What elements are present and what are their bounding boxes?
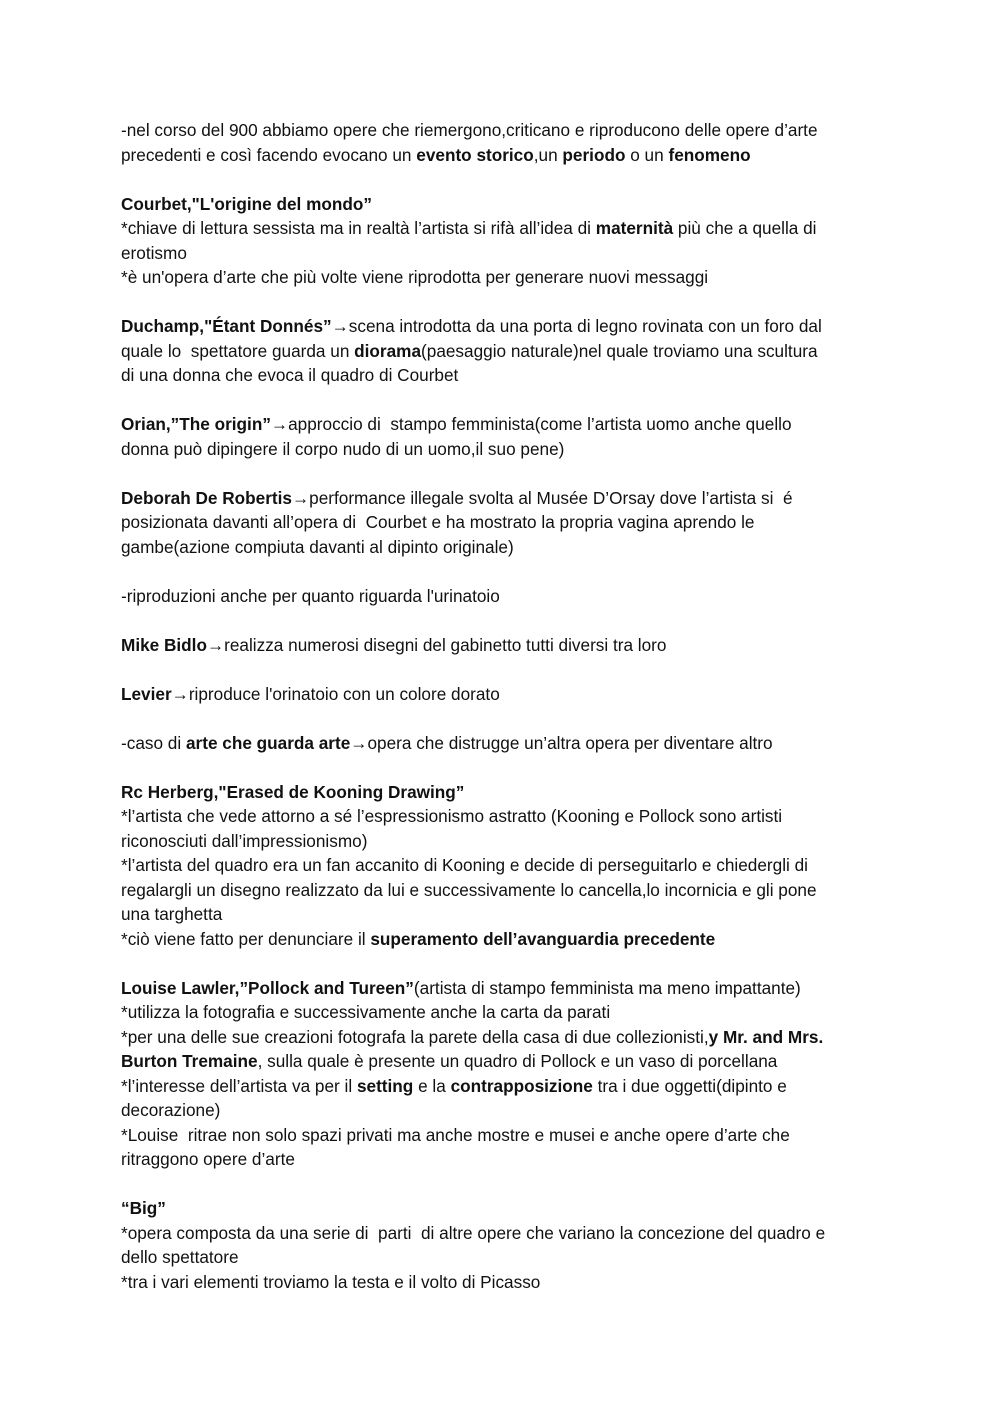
bold-text-run: “Big”: [121, 1198, 166, 1218]
bold-text-run: arte che guarda arte: [185, 732, 351, 753]
bold-text-run: evento storico: [416, 144, 534, 165]
text-run: *l’artista del quadro era un fan accanito di Kooning e decide di perseguitarlo e chiedergli di: [121, 855, 808, 875]
bold-text-run: maternità: [595, 218, 674, 238]
bold-text-run: fenomeno: [668, 144, 751, 165]
text-run: regalargli un disegno realizzato da lui e successivamente lo cancella,lo incornicia e gli pone: [121, 879, 817, 900]
text-line: [121, 510, 896, 535]
text-run: →approccio di stampo femminista(come l’artista uomo anche quello: [270, 414, 792, 434]
text-run: riconosciuti dall’impressionismo): [121, 830, 368, 851]
text-line: [121, 804, 896, 829]
text-run: dello spettatore: [121, 1247, 239, 1267]
text-line: [121, 437, 896, 462]
text-run: o un: [625, 144, 669, 165]
paragraph: [121, 1196, 896, 1294]
paragraph: [121, 118, 896, 167]
text-line: [121, 1098, 896, 1123]
text-line: [121, 535, 896, 560]
document-page: [121, 118, 896, 1319]
text-run: *è un'opera d’arte che più volte viene riprodotta per generare nuovi messaggi: [121, 267, 709, 287]
bold-text-run: superamento dell’avanguardia precedente: [370, 928, 716, 949]
bold-text-run: Burton Tremaine: [121, 1051, 258, 1071]
text-run: →realizza numerosi disegni del gabinetto tutti diversi tra loro: [206, 634, 667, 655]
bold-text-run: Deborah De Robertis: [121, 487, 292, 508]
bold-text-run: contrapposizione: [450, 1075, 593, 1096]
text-run: quale lo spettatore guarda un: [121, 340, 355, 361]
text-line: [121, 363, 896, 388]
text-run: tra i due oggetti(dipinto e: [592, 1075, 787, 1096]
text-line: [121, 927, 896, 952]
paragraph: [121, 412, 896, 461]
text-run: precedenti e così facendo evocano un: [121, 144, 417, 165]
text-run: *l’artista che vede attorno a sé l’espressionismo astratto (Kooning e Pollock sono artisti: [121, 806, 783, 826]
text-line: [121, 339, 896, 364]
text-run: (artista di stampo femminista ma meno impattante): [413, 977, 801, 998]
bold-text-run: diorama: [354, 340, 422, 361]
text-run: →riproduce l'orinatoio con un colore dorato: [171, 683, 500, 704]
text-line: [121, 143, 896, 168]
text-line: [121, 1123, 896, 1148]
paragraph: [121, 192, 896, 290]
text-run: *chiave di lettura sessista ma in realtà l’artista si rifà all’idea di: [121, 218, 596, 238]
text-line: [121, 216, 896, 241]
text-line: [121, 1074, 896, 1099]
text-run: *per una delle sue creazioni fotografa la parete della casa di due collezionisti,: [121, 1026, 709, 1047]
text-line: [121, 829, 896, 854]
text-run: ritraggono opere d’arte: [121, 1149, 295, 1169]
text-line: [121, 731, 896, 756]
text-run: →scena introdotta da una porta di legno rovinata con un foro dal: [331, 316, 822, 336]
bold-text-run: Mike Bidlo: [121, 634, 207, 655]
text-run: gambe(azione compiuta davanti al dipinto originale): [121, 536, 514, 557]
text-line: [121, 118, 896, 143]
text-line: [121, 314, 896, 339]
paragraph: [121, 682, 896, 707]
bold-text-run: y Mr. and Mrs.: [708, 1026, 824, 1047]
paragraph: [121, 314, 896, 388]
paragraph: [121, 486, 896, 560]
text-line: [121, 682, 896, 707]
text-run: -nel corso del 900 abbiamo opere che riemergono,criticano e riproducono delle opere d’arte: [121, 120, 818, 140]
text-run: →performance illegale svolta al Musée D’Orsay dove l’artista si é: [291, 487, 793, 508]
paragraph: [121, 976, 896, 1172]
text-run: erotismo: [121, 242, 187, 263]
text-run: *Louise ritrae non solo spazi privati ma anche mostre e musei e anche opere d’arte che: [121, 1124, 790, 1145]
text-line: [121, 1000, 896, 1025]
paragraph: [121, 731, 896, 756]
text-line: [121, 1196, 896, 1221]
text-run: ,un: [533, 144, 563, 165]
bold-text-run: Rc Herberg,"Erased de Kooning Drawing”: [121, 781, 465, 802]
text-run: -caso di: [121, 732, 186, 753]
text-line: [121, 1245, 896, 1270]
text-line: [121, 1221, 896, 1246]
text-line: [121, 878, 896, 903]
text-run: *opera composta da una serie di parti di altre opere che variano la concezione del quadro e: [121, 1222, 826, 1243]
text-run: →opera che distrugge un’altra opera per diventare altro: [350, 732, 773, 753]
text-run: di una donna che evoca il quadro di Courbet: [121, 365, 459, 385]
text-run: , sulla quale è presente un quadro di Pollock e un vaso di porcellana: [257, 1051, 778, 1071]
text-run: posizionata davanti all’opera di Courbet e ha mostrato la propria vagina aprendo le: [121, 512, 755, 532]
text-run: più che a quella di: [673, 218, 817, 238]
text-line: [121, 633, 896, 658]
text-line: [121, 1270, 896, 1295]
text-line: [121, 584, 896, 609]
bold-text-run: Louise Lawler,”Pollock and Tureen”: [121, 977, 414, 998]
bold-text-run: Orian,”The origin”: [121, 414, 271, 434]
text-run: *tra i vari elementi troviamo la testa e il volto di Picasso: [121, 1271, 541, 1292]
text-run: -riproduzioni anche per quanto riguarda l'urinatoio: [121, 585, 500, 606]
bold-text-run: Duchamp,"Étant Donnés”: [121, 316, 332, 336]
paragraph: [121, 780, 896, 952]
text-line: [121, 1147, 896, 1172]
bold-text-run: periodo: [562, 144, 626, 165]
text-run: *ciò viene fatto per denunciare il: [121, 928, 371, 949]
text-line: [121, 265, 896, 290]
paragraph: [121, 584, 896, 609]
text-line: [121, 1049, 896, 1074]
text-line: [121, 853, 896, 878]
bold-text-run: setting: [356, 1075, 414, 1096]
text-line: [121, 976, 896, 1001]
text-line: [121, 1025, 896, 1050]
text-line: [121, 486, 896, 511]
bold-text-run: Courbet,"L'origine del mondo”: [121, 193, 372, 214]
text-run: (paesaggio naturale)nel quale troviamo una scultura: [421, 340, 818, 361]
text-line: [121, 780, 896, 805]
text-run: *l’interesse dell’artista va per il: [121, 1075, 357, 1096]
text-line: [121, 412, 896, 437]
text-line: [121, 902, 896, 927]
bold-text-run: Levier: [121, 683, 172, 704]
text-run: e la: [413, 1075, 451, 1096]
text-run: una targhetta: [121, 904, 223, 924]
text-line: [121, 241, 896, 266]
text-run: *utilizza la fotografia e successivamente anche la carta da parati: [121, 1002, 611, 1022]
text-run: donna può dipingere il corpo nudo di un uomo,il suo pene): [121, 438, 565, 459]
paragraph: [121, 633, 896, 658]
text-line: [121, 192, 896, 217]
text-run: decorazione): [121, 1100, 221, 1120]
